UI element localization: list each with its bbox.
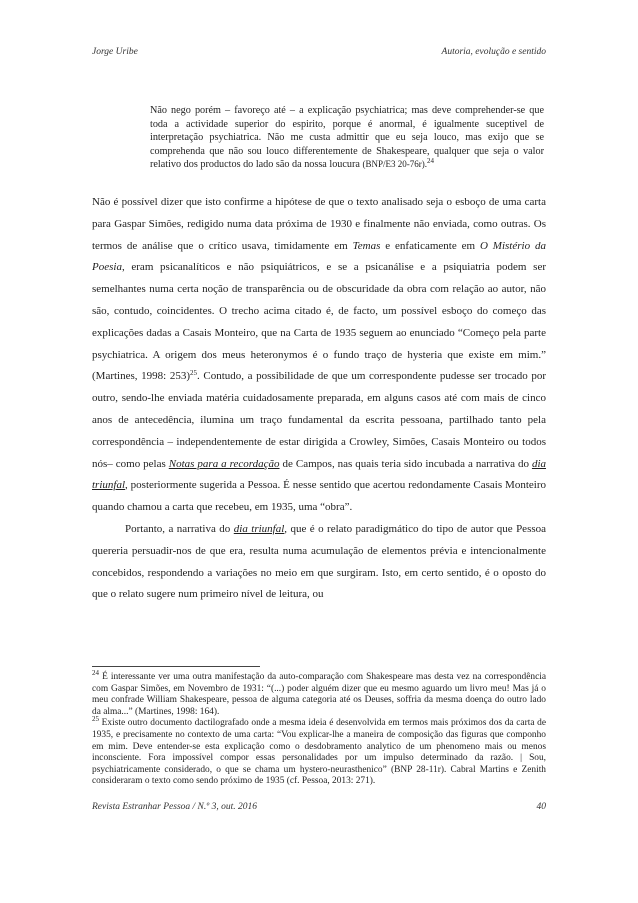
footnote-separator [92,666,260,667]
footnote-25-mark: 25 [92,715,99,724]
body-text [92,192,546,606]
running-footer [92,802,546,812]
footnote-marker-25[interactable]: 25 [189,369,197,378]
running-header [92,47,546,57]
footnote-24-text: É interessante ver uma outra manifestação da auto-comparação com Shakespeare mas desta vez na correspondência com Gaspar Simões, em Novembro de 1931: “(...) poder alguém dizer que eu mesmo aguardo um livro meu! Mas já o meu confrade William Shakespeare, pessoa de alguma categoria até os Deuses, soffria da mesma doença do outro lado da alma...” (Martines, 1998: 164). [92,672,546,717]
footnote-24 [92,669,546,718]
footer-journal: Revista Estranhar Pessoa / N.º 3, out. 2016 [92,802,257,812]
header-article-title: Autoria, evolução e sentido [441,47,546,57]
quote-text: Não nego porém – favoreço até – a explicação psychiatrica; mas deve comprehender-se que toda a actividade superior do espirito, porque é anormal, é igualmente suceptivel de interpretação psychiatrica. Não me custa admittir que eu seja louco, mas exijo que se comprehenda que não sou louco differentemente de Shakespeare, qualquer que seja o valor relativo dos productos do lado são da nossa loucura [150,105,544,170]
title-temas: Temas [352,239,381,252]
block-quote [150,104,544,172]
footnote-25-text: Existe outro documento dactilografado onde a mesma ideia é desenvolvida em termos mais próximos dos da carta de 1935, e precisamente no contexto de uma carta: “Vou explicar-lhe a maneira de composição das figuras que componho em mim. Deve entender-se esta explicação como o desdobramento analytico de um phenomeno mais ou menos inconsciente. Fora impossível compor essas personalidades por um impulso determinado da razão. | Sou, psychiatricamente considerado, o que se chama um hystero-neurasthenico” (BNP 28-11r). Cabral Martins e Zenith consideraram o texto como sendo próximo de 1935 (cf. Pessoa, 2013: 271). [92,718,546,787]
paragraph-1: Não é possível dizer que isto confirme a hipótese de que o texto analisado seja o esboço de uma carta para Gaspar Simões, redigido numa data próxima de 1930 e finalmente não enviada, como outras. Os termos de análise que o crítico usava, timidamente em Temas e enfaticamente em O Mistério da Poesia, eram psicanalíticos e não psiquiátricos, e se a psicanálise e a psiquiatria podem ser semelhantes numa certa noção de transparência ou de obscuridade da obra com relação ao autor, não são, contudo, coincidentes. O trecho acima citado é, de facto, um possível esboço do começo das explicações dadas a Casais Monteiro, que na Carta de 1935 seguem ao enunciado “Começo pela parte psychiatrica. A origem dos meus heteronymos é o fundo traço de hysteria que existe em mim.” (Martines, 1998: 253)$^{25}$. Contudo, a possibilidade de que um correspondente pudesse ser trocado por outro, sendo-lhe enviada matéria cuidadosamente preparada, em alguns casos até com mais de cinco anos de antecedência, ilumina um traço fundamental da escrita pessoana, partilhado tanto pela correspondência – independentemente de estar dirigida a Crowley, Simões, Casais Monteiro ou todos nós– como pelas Notas para a recordação de Campos, nas quais teria sido incubada a narrativa do dia triunfal, posteriormente sugerida a Pessoa. É nesse sentido que acertou redondamente Casais Monteiro quando chamou a carta que recebeu, em 1935, uma “obra”. [92,196,546,514]
term-dia-triunfal-2: dia triunfal [233,522,285,535]
paragraph-2: Portanto, a narrativa do dia triunfal, que é o relato paradigmático do tipo de autor que Pessoa quereria persuadir-nos de que era, resulta numa acumulação de elementos prévia e intencionalmente concebidos, respondendo a variações no meio em que surgiram. Isto, em certo sentido, é o oposto do que o relato sugere num primeiro nível de leitura, ou [92,522,547,601]
page-number: 40 [536,802,546,812]
footnote-24-mark: 24 [92,669,99,677]
title-misterio-da-poesia: O Mistério da Poesia [92,239,546,274]
footnotes [92,669,546,788]
title-notas-para-a-recordacao: Notas para a recordação [168,457,280,470]
term-dia-triunfal: dia triunfal [92,457,546,492]
footnote-marker-24[interactable]: 24 [426,157,434,165]
footnote-25 [92,715,546,788]
quote-reference: (BNP/E3 20-76r). [362,159,427,169]
header-author: Jorge Uribe [92,47,138,57]
